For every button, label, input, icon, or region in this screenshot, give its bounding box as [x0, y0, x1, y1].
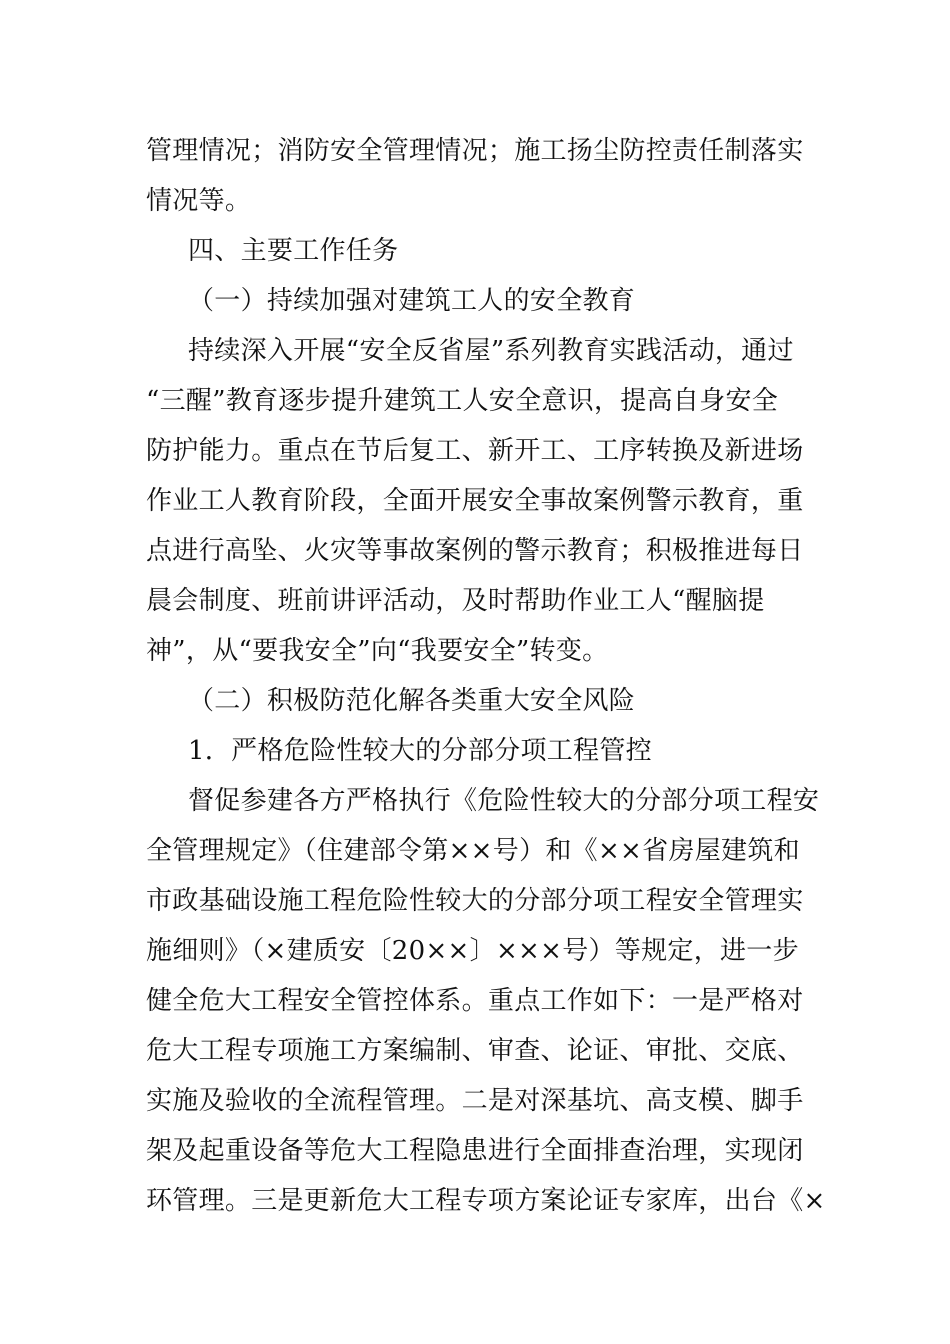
section-heading: 四、主要工作任务: [188, 236, 399, 266]
text-line: 架及起重设备等危大工程隐患进行全面排查治理，实现闭: [146, 1136, 804, 1166]
text-line: 健全危大工程安全管控体系。重点工作如下：一是严格对: [146, 986, 804, 1016]
text-line: 情况等。: [146, 186, 252, 216]
text-line: 危大工程专项施工方案编制、审查、论证、审批、交底、: [146, 1036, 804, 1066]
text-line: 神”，从“要我安全”向“我要安全”转变。: [146, 636, 609, 666]
item-heading: 1．严格危险性较大的分部分项工程管控: [188, 736, 652, 766]
text-line: “三醒”教育逐步提升建筑工人安全意识，提高自身安全: [146, 386, 779, 416]
text-line: 市政基础设施工程危险性较大的分部分项工程安全管理实: [146, 886, 804, 916]
text-line: 点进行高坠、火灾等事故案例的警示教育；积极推进每日: [146, 536, 804, 566]
subsection-heading: （二）积极防范化解各类重大安全风险: [188, 686, 636, 716]
text-line: 晨会制度、班前讲评活动，及时帮助作业工人“醒脑提: [146, 586, 765, 616]
text-line: 持续深入开展“安全反省屋”系列教育实践活动，通过: [188, 336, 794, 366]
text-line: 管理情况；消防安全管理情况；施工扬尘防控责任制落实: [146, 136, 804, 166]
text-line: 督促参建各方严格执行《危险性较大的分部分项工程安: [188, 786, 820, 816]
text-line: 全管理规定》（住建部令第××号）和《××省房屋建筑和: [146, 836, 800, 866]
text-line: 防护能力。重点在节后复工、新开工、工序转换及新进场: [146, 436, 804, 466]
text-line: 作业工人教育阶段，全面开展安全事故案例警示教育，重: [146, 486, 804, 516]
text-line: 施细则》（×建质安〔20××〕×××号）等规定，进一步: [146, 936, 799, 966]
subsection-heading: （一）持续加强对建筑工人的安全教育: [188, 286, 636, 316]
text-line: 实施及验收的全流程管理。二是对深基坑、高支模、脚手: [146, 1086, 804, 1116]
text-line: 环管理。三是更新危大工程专项方案论证专家库，出台《×: [146, 1186, 826, 1216]
